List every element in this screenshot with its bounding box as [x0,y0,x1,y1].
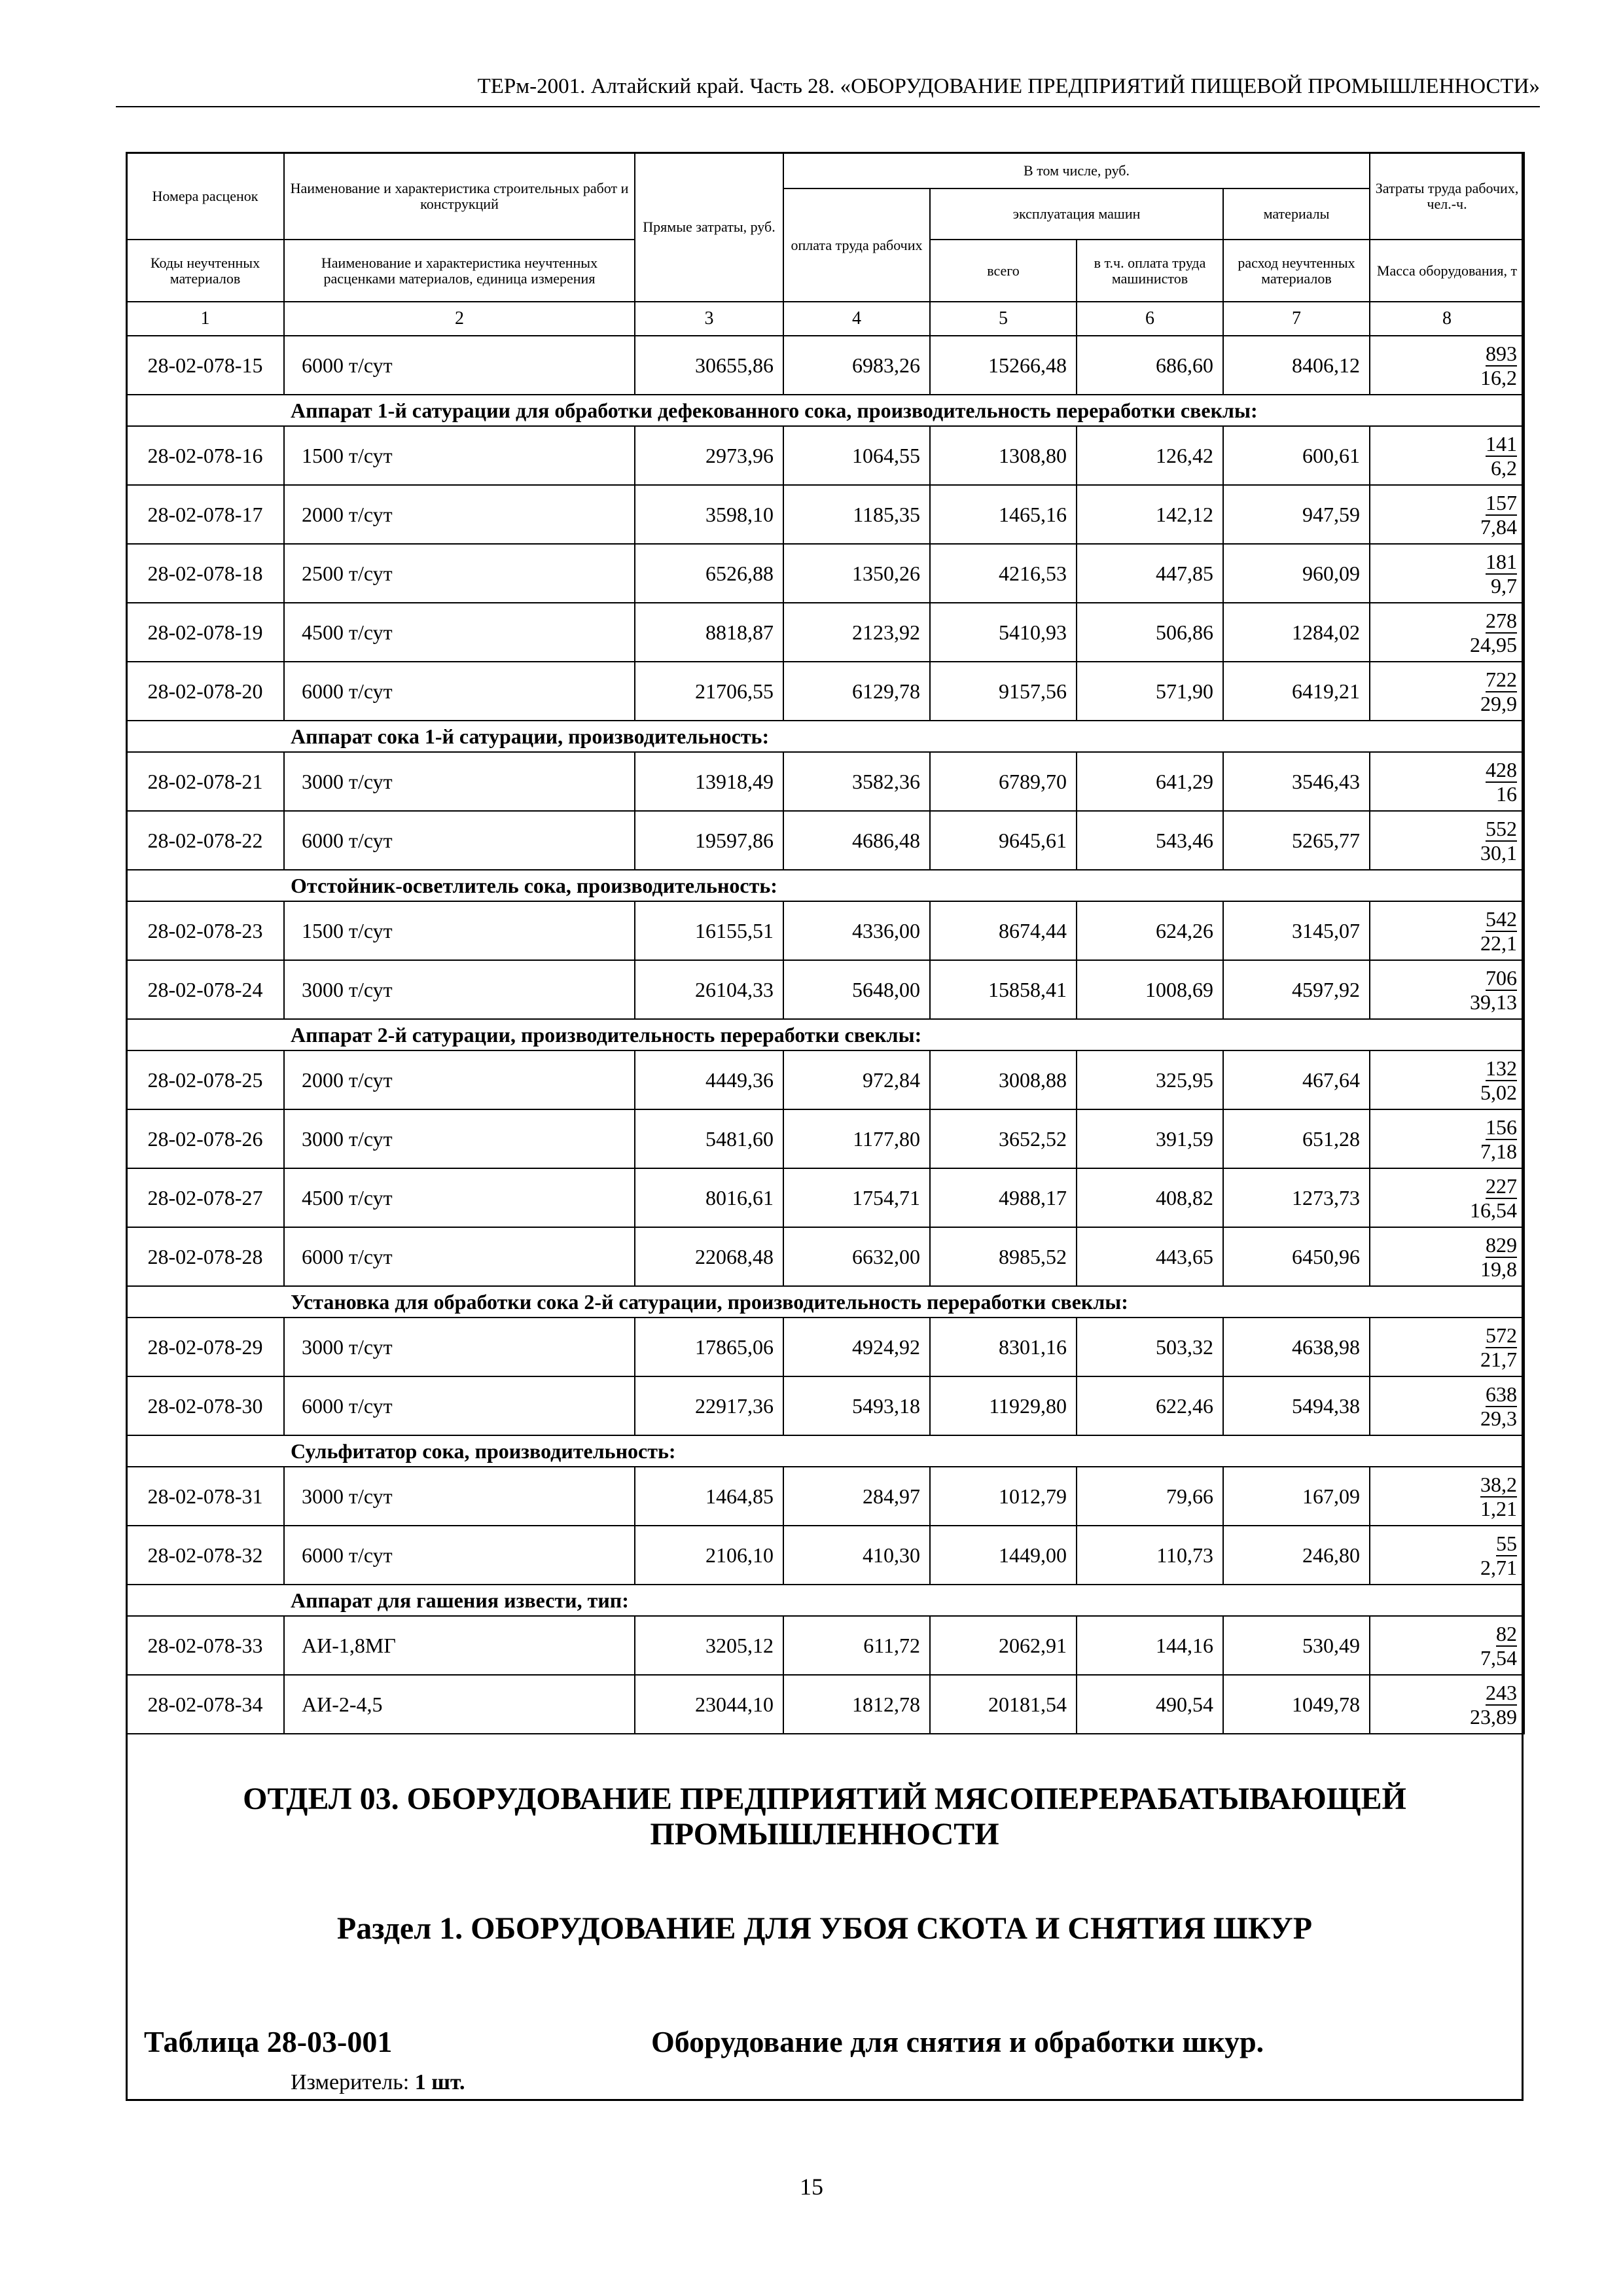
col2-header-bottom: Наименование и характеристика неучтенных расценками материалов, единица измерения [284,240,635,302]
labor-pay: 611,72 [783,1616,930,1675]
labor-hours: 156 [1486,1115,1518,1139]
labor-hours-and-mass [1370,752,1524,811]
labor-pay: 3582,36 [783,752,930,811]
col5-header: всего [930,240,1077,302]
operator-pay: 624,26 [1077,901,1223,960]
labor-pay: 6983,26 [783,336,930,395]
labor-hours-and-mass [1370,603,1524,662]
labor-hours: 572 [1486,1323,1518,1347]
equipment-mass: 16 [1496,781,1518,806]
material-costs: 467,64 [1223,1050,1370,1109]
machine-costs: 15858,41 [930,960,1077,1019]
machine-costs: 6789,70 [930,752,1077,811]
labor-pay: 1350,26 [783,544,930,603]
direct-costs: 16155,51 [635,901,783,960]
labor-hours-and-mass [1370,1467,1524,1526]
equipment-mass: 19,8 [1480,1257,1518,1281]
equipment-mass: 7,84 [1480,514,1518,539]
col1-header-bottom: Коды неучтенных материалов [126,240,284,302]
rate-code: 28-02-078-16 [126,426,284,485]
group-title: Аппарат 1-й сатурации для обработки дефекованного сока, производительность переработки свеклы: [126,395,1524,426]
work-name: 4500 т/сут [284,1168,635,1227]
table-row [126,1526,1524,1585]
col8-header-bottom: Масса оборудования, т [1370,240,1524,302]
operator-pay: 686,60 [1077,336,1223,395]
col4-header: оплата труда рабочих [783,188,930,302]
col3-header: Прямые затраты, руб. [635,152,783,302]
table-row [126,1675,1524,1734]
table-row [126,752,1524,811]
machine-costs: 9157,56 [930,662,1077,721]
labor-hours: 706 [1486,965,1518,990]
column-number: 5 [930,302,1077,336]
labor-hours: 542 [1486,906,1518,931]
labor-hours: 893 [1486,341,1518,365]
work-name: 4500 т/сут [284,603,635,662]
direct-costs: 3598,10 [635,485,783,544]
machine-costs: 4988,17 [930,1168,1077,1227]
work-name: 2000 т/сут [284,1050,635,1109]
labor-pay: 5493,18 [783,1376,930,1435]
operator-pay: 142,12 [1077,485,1223,544]
labor-hours: 428 [1486,757,1518,781]
material-costs: 167,09 [1223,1467,1370,1526]
table-row [126,336,1524,395]
machine-costs: 3008,88 [930,1050,1077,1109]
column-number: 2 [284,302,635,336]
labor-pay: 1185,35 [783,485,930,544]
operator-pay: 325,95 [1077,1050,1223,1109]
equipment-mass: 1,21 [1480,1496,1518,1520]
equipment-mass: 6,2 [1491,456,1518,480]
rate-code: 28-02-078-28 [126,1227,284,1286]
labor-pay: 4924,92 [783,1318,930,1376]
direct-costs: 21706,55 [635,662,783,721]
operator-pay: 79,66 [1077,1467,1223,1526]
table-row [126,1227,1524,1286]
machine-costs: 9645,61 [930,811,1077,870]
rates-table [126,152,1525,1734]
labor-hours-and-mass [1370,662,1524,721]
labor-hours-and-mass [1370,1318,1524,1376]
rate-code: 28-02-078-27 [126,1168,284,1227]
labor-hours-and-mass [1370,960,1524,1019]
direct-costs: 2973,96 [635,426,783,485]
equipment-mass: 30,1 [1480,840,1518,865]
direct-costs: 23044,10 [635,1675,783,1734]
material-costs: 3546,43 [1223,752,1370,811]
table-row [126,1467,1524,1526]
table-row [126,662,1524,721]
labor-hours-and-mass [1370,336,1524,395]
rate-code: 28-02-078-24 [126,960,284,1019]
work-name: АИ-2-4,5 [284,1675,635,1734]
table-row [126,960,1524,1019]
labor-pay: 2123,92 [783,603,930,662]
labor-hours: 141 [1486,431,1518,456]
work-name: 1500 т/сут [284,901,635,960]
table-row [126,1318,1524,1376]
meter-label: Измеритель: [291,2070,415,2094]
labor-hours: 157 [1486,490,1518,514]
labor-hours-and-mass [1370,485,1524,544]
column-number: 6 [1077,302,1223,336]
operator-pay: 391,59 [1077,1109,1223,1168]
direct-costs: 13918,49 [635,752,783,811]
labor-hours-and-mass [1370,1376,1524,1435]
operator-pay: 641,29 [1077,752,1223,811]
labor-pay: 972,84 [783,1050,930,1109]
material-costs: 600,61 [1223,426,1370,485]
labor-hours: 181 [1486,549,1518,573]
machine-costs: 20181,54 [930,1675,1077,1734]
labor-pay: 4336,00 [783,901,930,960]
machine-costs: 1449,00 [930,1526,1077,1585]
labor-pay: 4686,48 [783,811,930,870]
col7-header: расход неучтенных материалов [1223,240,1370,302]
direct-costs: 4449,36 [635,1050,783,1109]
rate-code: 28-02-078-17 [126,485,284,544]
table-row [126,1616,1524,1675]
group-row [126,870,1524,901]
equipment-mass: 7,54 [1480,1645,1518,1670]
material-costs: 4638,98 [1223,1318,1370,1376]
material-costs: 5494,38 [1223,1376,1370,1435]
column-number: 1 [126,302,284,336]
work-name: 3000 т/сут [284,1109,635,1168]
labor-pay: 284,97 [783,1467,930,1526]
equipment-mass: 24,95 [1470,632,1518,656]
machine-costs: 8674,44 [930,901,1077,960]
work-name: 6000 т/сут [284,662,635,721]
table-row [126,603,1524,662]
equipment-mass: 16,54 [1470,1198,1518,1222]
group-row [126,1585,1524,1616]
equipment-mass: 29,9 [1480,691,1518,715]
rate-code: 28-02-078-29 [126,1318,284,1376]
rate-code: 28-02-078-23 [126,901,284,960]
labor-pay: 1812,78 [783,1675,930,1734]
material-costs: 3145,07 [1223,901,1370,960]
material-costs: 5265,77 [1223,811,1370,870]
direct-costs: 5481,60 [635,1109,783,1168]
work-name: 2500 т/сут [284,544,635,603]
labor-pay: 1177,80 [783,1109,930,1168]
column-number: 3 [635,302,783,336]
direct-costs: 30655,86 [635,336,783,395]
column-number: 8 [1370,302,1524,336]
table-row [126,1376,1524,1435]
operator-pay: 110,73 [1077,1526,1223,1585]
labor-hours: 55 [1496,1531,1518,1555]
direct-costs: 19597,86 [635,811,783,870]
labor-hours-and-mass [1370,1616,1524,1675]
work-name: 1500 т/сут [284,426,635,485]
labor-hours: 227 [1486,1174,1518,1198]
rate-code: 28-02-078-26 [126,1109,284,1168]
operator-pay: 1008,69 [1077,960,1223,1019]
machine-costs: 3652,52 [930,1109,1077,1168]
group-title: Отстойник-осветлитель сока, производительность: [126,870,1524,901]
rate-code: 28-02-078-31 [126,1467,284,1526]
labor-hours-and-mass [1370,1526,1524,1585]
group-row [126,1019,1524,1050]
direct-costs: 26104,33 [635,960,783,1019]
work-name: 3000 т/сут [284,1467,635,1526]
group-title: Аппарат 2-й сатурации, производительность переработки свеклы: [126,1019,1524,1050]
group-row [126,1286,1524,1318]
work-name: 6000 т/сут [284,1227,635,1286]
labor-pay: 1754,71 [783,1168,930,1227]
equipment-mass: 2,71 [1480,1555,1518,1579]
labor-hours-and-mass [1370,1168,1524,1227]
work-name: 6000 т/сут [284,1526,635,1585]
material-costs: 6450,96 [1223,1227,1370,1286]
department-title-line1: ОТДЕЛ 03. ОБОРУДОВАНИЕ ПРЕДПРИЯТИЙ МЯСОПЕРЕРАБАТЫВАЮЩЕЙ [243,1782,1406,1816]
operator-pay: 126,42 [1077,426,1223,485]
material-costs: 6419,21 [1223,662,1370,721]
material-costs: 960,09 [1223,544,1370,603]
direct-costs: 8016,61 [635,1168,783,1227]
machine-costs: 8301,16 [930,1318,1077,1376]
operator-pay: 408,82 [1077,1168,1223,1227]
table-row [126,1168,1524,1227]
labor-pay: 6632,00 [783,1227,930,1286]
operator-pay: 490,54 [1077,1675,1223,1734]
equipment-mass: 7,18 [1480,1139,1518,1163]
labor-pay: 6129,78 [783,662,930,721]
equipment-mass: 9,7 [1491,573,1518,598]
labor-hours: 552 [1486,816,1518,840]
work-name: 3000 т/сут [284,752,635,811]
running-header: ТЕРм-2001. Алтайский край. Часть 28. «ОБОРУДОВАНИЕ ПРЕДПРИЯТИЙ ПИЩЕВОЙ ПРОМЫШЛЕННОСТИ» [477,75,1540,98]
machine-costs: 8985,52 [930,1227,1077,1286]
labor-hours: 38,2 [1480,1472,1518,1496]
labor-hours-and-mass [1370,1675,1524,1734]
material-costs: 1284,02 [1223,603,1370,662]
operator-pay: 506,86 [1077,603,1223,662]
labor-pay: 410,30 [783,1526,930,1585]
materials-header: материалы [1223,188,1370,240]
material-costs: 246,80 [1223,1526,1370,1585]
table-row [126,901,1524,960]
col1-header-top: Номера расценок [126,152,284,240]
meter-value: 1 шт. [414,2070,465,2094]
table-label: Таблица 28-03-001 [144,2025,393,2058]
labor-hours: 132 [1486,1056,1518,1080]
incl-header: В том числе, руб. [783,152,1370,188]
machine-costs: 15266,48 [930,336,1077,395]
machine-costs: 2062,91 [930,1616,1077,1675]
col2-header-top: Наименование и характеристика строительных работ и конструкций [284,152,635,240]
section-title: Раздел 1. ОБОРУДОВАНИЕ ДЛЯ УБОЯ СКОТА И СНЯТИЯ ШКУР [336,1911,1313,1946]
labor-hours-and-mass [1370,426,1524,485]
work-name: 6000 т/сут [284,1376,635,1435]
group-title: Аппарат сока 1-й сатурации, производительность: [126,721,1524,752]
page-number: 15 [800,2174,823,2200]
labor-hours-and-mass [1370,1109,1524,1168]
labor-hours: 829 [1486,1232,1518,1257]
work-name: 6000 т/сут [284,811,635,870]
department-title [126,1782,1524,1852]
direct-costs: 17865,06 [635,1318,783,1376]
operator-pay: 503,32 [1077,1318,1223,1376]
machine-costs: 4216,53 [930,544,1077,603]
machine-costs: 1465,16 [930,485,1077,544]
labor-hours-and-mass [1370,544,1524,603]
rate-code: 28-02-078-30 [126,1376,284,1435]
operator-pay: 144,16 [1077,1616,1223,1675]
column-number: 4 [783,302,930,336]
machine-costs: 11929,80 [930,1376,1077,1435]
operator-pay: 447,85 [1077,544,1223,603]
material-costs: 1049,78 [1223,1675,1370,1734]
direct-costs: 8818,87 [635,603,783,662]
table-row [126,485,1524,544]
material-costs: 947,59 [1223,485,1370,544]
labor-hours: 82 [1496,1621,1518,1645]
meter-line [291,2070,465,2095]
table-row [126,1109,1524,1168]
labor-pay: 1064,55 [783,426,930,485]
direct-costs: 3205,12 [635,1616,783,1675]
rate-code: 28-02-078-19 [126,603,284,662]
rate-code: 28-02-078-22 [126,811,284,870]
equipment-mass: 22,1 [1480,931,1518,955]
table-title: Оборудование для снятия и обработки шкур. [651,2025,1264,2058]
operator-pay: 571,90 [1077,662,1223,721]
labor-pay: 5648,00 [783,960,930,1019]
labor-hours: 722 [1486,667,1518,691]
work-name: АИ-1,8МГ [284,1616,635,1675]
material-costs: 8406,12 [1223,336,1370,395]
labor-hours: 243 [1486,1680,1518,1704]
labor-hours-and-mass [1370,1227,1524,1286]
rate-code: 28-02-078-18 [126,544,284,603]
table-row [126,1050,1524,1109]
operator-pay: 622,46 [1077,1376,1223,1435]
material-costs: 1273,73 [1223,1168,1370,1227]
material-costs: 4597,92 [1223,960,1370,1019]
equipment-mass: 21,7 [1480,1347,1518,1371]
labor-hours-and-mass [1370,901,1524,960]
department-title-line2: ПРОМЫШЛЕННОСТИ [650,1817,999,1852]
work-name: 3000 т/сут [284,1318,635,1376]
table-row [126,544,1524,603]
group-row [126,721,1524,752]
equipment-mass: 16,2 [1480,365,1518,389]
rate-code: 28-02-078-15 [126,336,284,395]
equipment-mass: 23,89 [1470,1704,1518,1729]
operator-pay: 543,46 [1077,811,1223,870]
work-name: 3000 т/сут [284,960,635,1019]
group-row [126,1435,1524,1467]
rate-code: 28-02-078-25 [126,1050,284,1109]
rate-code: 28-02-078-32 [126,1526,284,1585]
direct-costs: 22917,36 [635,1376,783,1435]
rate-code: 28-02-078-34 [126,1675,284,1734]
machine-costs: 1308,80 [930,426,1077,485]
rate-code: 28-02-078-21 [126,752,284,811]
table-row [126,811,1524,870]
labor-hours: 278 [1486,608,1518,632]
equipment-mass: 5,02 [1480,1080,1518,1104]
column-number: 7 [1223,302,1370,336]
rate-code: 28-02-078-33 [126,1616,284,1675]
material-costs: 651,28 [1223,1109,1370,1168]
labor-hours: 638 [1486,1382,1518,1406]
equipment-mass: 39,13 [1470,990,1518,1014]
direct-costs: 22068,48 [635,1227,783,1286]
col6-header: в т.ч. оплата труда машинистов [1077,240,1223,302]
work-name: 2000 т/сут [284,485,635,544]
operator-pay: 443,65 [1077,1227,1223,1286]
work-name: 6000 т/сут [284,336,635,395]
header-rule [116,106,1540,107]
group-title: Установка для обработки сока 2-й сатурации, производительность переработки свеклы: [126,1286,1524,1318]
group-row [126,395,1524,426]
machines-header: эксплуатация машин [930,188,1223,240]
group-title: Сульфитатор сока, производительность: [126,1435,1524,1467]
machine-costs: 1012,79 [930,1467,1077,1526]
table-row [126,426,1524,485]
machine-costs: 5410,93 [930,603,1077,662]
rate-code: 28-02-078-20 [126,662,284,721]
col8-header-top: Затраты труда рабочих, чел.-ч. [1370,152,1524,240]
direct-costs: 2106,10 [635,1526,783,1585]
material-costs: 530,49 [1223,1616,1370,1675]
equipment-mass: 29,3 [1480,1406,1518,1430]
direct-costs: 1464,85 [635,1467,783,1526]
direct-costs: 6526,88 [635,544,783,603]
labor-hours-and-mass [1370,1050,1524,1109]
labor-hours-and-mass [1370,811,1524,870]
group-title: Аппарат для гашения извести, тип: [126,1585,1524,1616]
